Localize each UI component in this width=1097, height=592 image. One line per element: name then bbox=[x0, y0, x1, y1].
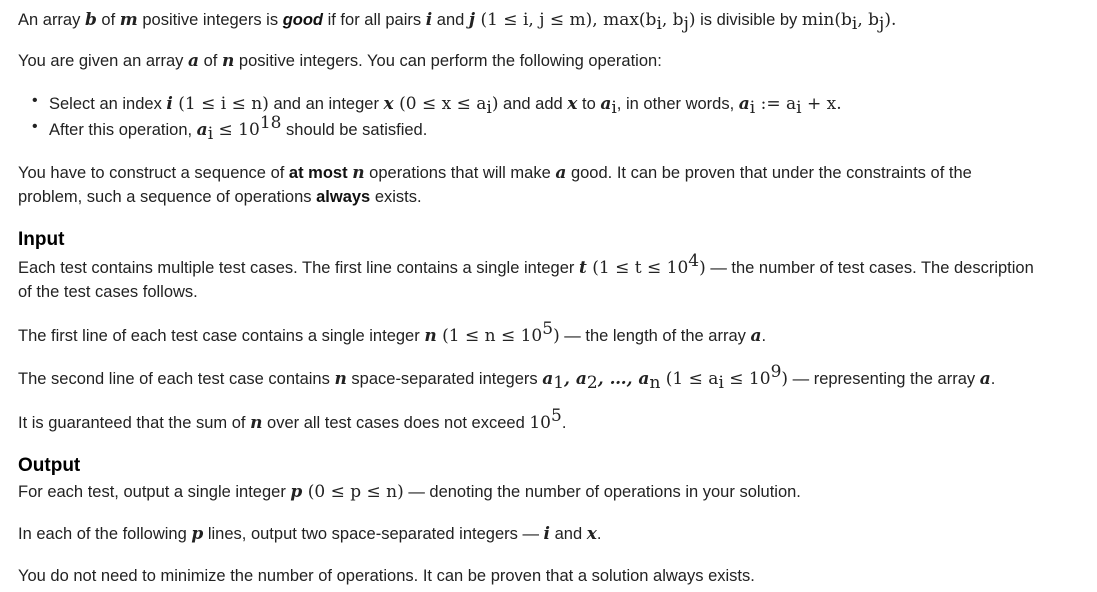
input-paragraph-guarantee: It is guaranteed that the sum of n over all test cases does not exceed $10^5$. bbox=[18, 406, 567, 433]
input-paragraph-test-count-line1: Each test contains multiple test cases. The first line contains a single integer t $(1 \le t \le 10^4)$ — the number of test cases. The description bbox=[18, 251, 1034, 278]
input-paragraph-second-line: The second line of each test case contains n space-separated integers $a_1$, $a_2$, …, $a_n$ $(1 \le a_i \le 10^9)$ — representing the array a. bbox=[18, 362, 996, 393]
statement-paragraph-given-array: You are given an array a of n positive integers. You can perform the following operation: bbox=[18, 51, 662, 71]
operation-list-item-select: Select an index i (1 ≤ i ≤ n) and an integer x $(0 \le x \le a_i)$ and add x to $a_i$, in other words, $a_i$ := $a_i + x$. bbox=[49, 94, 842, 118]
input-paragraph-first-line: The first line of each test case contains a single integer n $(1 \le n \le 10^5)$ — the length of the array a. bbox=[18, 319, 767, 346]
bullet-icon: • bbox=[32, 118, 38, 135]
bullet-icon: • bbox=[32, 92, 38, 109]
statement-paragraph-construct-line2: problem, such a sequence of operations always exists. bbox=[18, 188, 422, 206]
output-paragraph-count: For each test, output a single integer p (0 ≤ p ≤ n) — denoting the number of operations in your solution. bbox=[18, 482, 801, 502]
statement-paragraph-good-definition: An array b of m positive integers is good if for all pairs i and j (1 ≤ i, j ≤ m), $\max(b_i$, $b_j$) is divisible by $\min(b_i$, $b_j$). bbox=[18, 10, 897, 34]
output-paragraph-note: You do not need to minimize the number of operations. It can be proven that a solution always exists. bbox=[18, 567, 755, 585]
input-heading: Input bbox=[18, 229, 65, 250]
statement-paragraph-construct-line1: You have to construct a sequence of at most n operations that will make a good. It can be proven that under the constraints of the bbox=[18, 163, 972, 183]
operation-list-item-constraint: After this operation, $a_i \le 10^{18}$ should be satisfied. bbox=[49, 113, 428, 144]
output-heading: Output bbox=[18, 455, 81, 476]
input-paragraph-test-count-line2: of the test cases follows. bbox=[18, 283, 198, 301]
output-paragraph-lines: In each of the following p lines, output two space-separated integers — i and x. bbox=[18, 524, 602, 544]
